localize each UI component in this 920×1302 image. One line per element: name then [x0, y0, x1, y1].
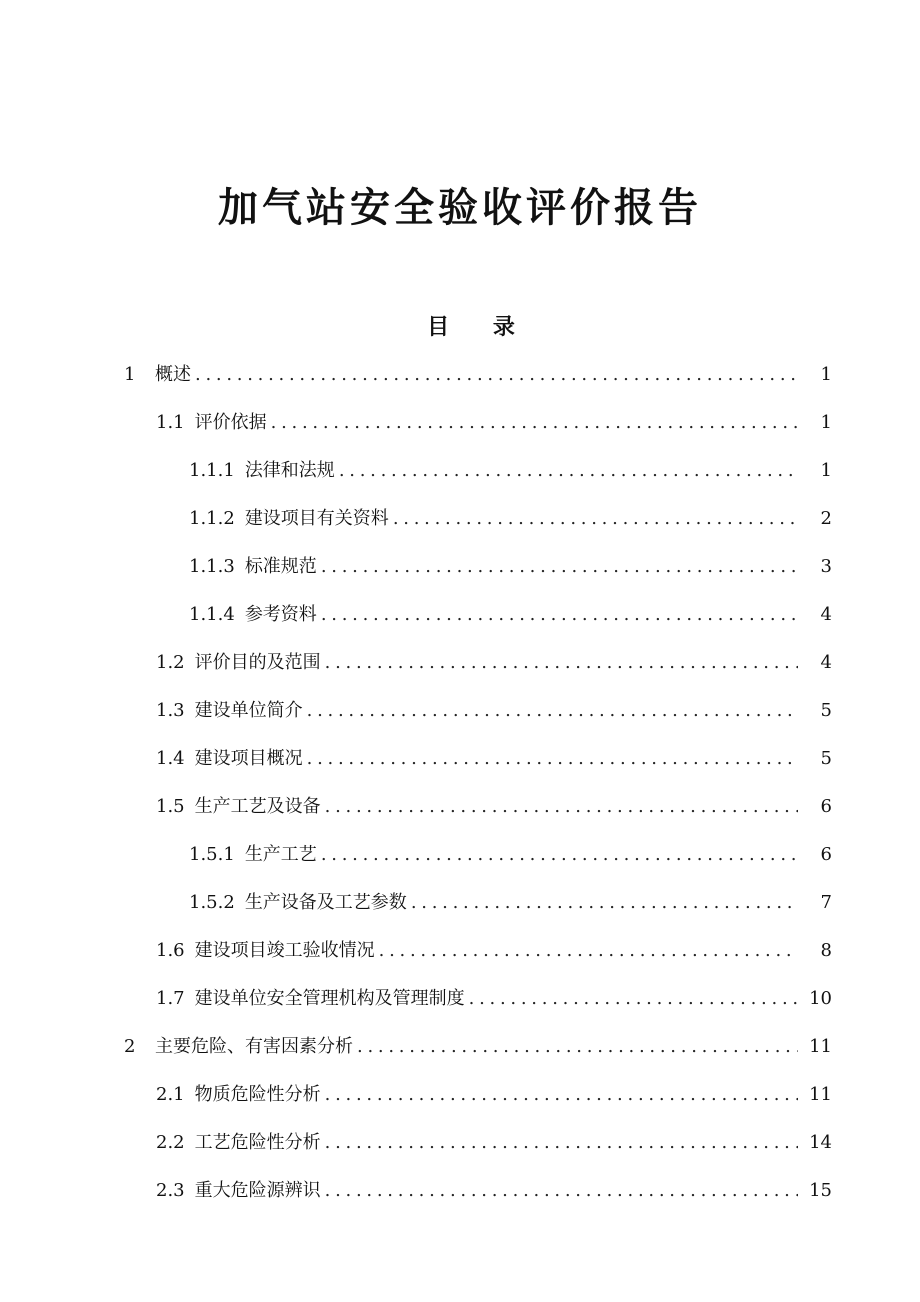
toc-entry-title: 概述 [155, 364, 191, 385]
toc-entry-number: 1.5.1 [189, 844, 235, 865]
toc-entry[interactable] [0, 549, 920, 597]
toc-entry[interactable] [0, 645, 920, 693]
toc-entry[interactable] [0, 981, 920, 1029]
toc-entry-title: 生产工艺及设备 [194, 796, 321, 817]
toc-entry-page: 1 [820, 364, 832, 385]
toc-entry-number: 1.1.3 [189, 556, 235, 577]
toc-dot-leader [357, 1029, 798, 1065]
toc-dot-leader [307, 693, 798, 729]
toc-entry[interactable] [0, 453, 920, 501]
toc-entry[interactable] [0, 933, 920, 981]
toc-entry-page: 11 [809, 1084, 832, 1105]
toc-entry-number: 1.5.2 [189, 892, 235, 913]
toc-entry-page: 2 [820, 508, 832, 529]
toc-entry[interactable] [0, 693, 920, 741]
toc-entry-number: 1.4 [156, 748, 185, 769]
toc-dot-leader [393, 501, 798, 537]
toc-dot-leader [321, 597, 798, 633]
toc-entry-number: 1.1.4 [189, 604, 235, 625]
toc-entry-page: 1 [820, 412, 832, 433]
toc-entry-number: 1.1.1 [189, 460, 235, 481]
toc-entry-page: 4 [820, 652, 832, 673]
toc-dot-leader [271, 405, 798, 441]
toc-entry-title: 生产工艺 [244, 844, 317, 865]
toc-entry[interactable] [0, 837, 920, 885]
toc-entry[interactable] [0, 597, 920, 645]
toc-dot-leader [411, 885, 798, 921]
table-of-contents [0, 357, 920, 1221]
toc-entry-title: 参考资料 [244, 604, 317, 625]
toc-entry-number: 1.1 [156, 412, 185, 433]
toc-entry-page: 4 [820, 604, 832, 625]
toc-entry-page: 6 [820, 844, 832, 865]
toc-entry[interactable] [0, 789, 920, 837]
toc-dot-leader [469, 981, 798, 1017]
toc-entry-number: 2.1 [156, 1084, 185, 1105]
toc-dot-leader [321, 837, 798, 873]
toc-entry[interactable] [0, 1029, 920, 1077]
toc-entry-title: 生产设备及工艺参数 [244, 892, 407, 913]
toc-entry-page: 11 [809, 1036, 832, 1057]
toc-entry-page: 10 [809, 988, 832, 1009]
toc-dot-leader [325, 1077, 798, 1113]
toc-dot-leader [325, 645, 798, 681]
toc-entry[interactable] [0, 741, 920, 789]
toc-entry-page: 14 [809, 1132, 832, 1153]
toc-entry-number: 1.5 [156, 796, 185, 817]
toc-entry-page: 8 [820, 940, 832, 961]
toc-entry-number: 1 [124, 364, 136, 385]
toc-entry[interactable] [0, 1125, 920, 1173]
toc-entry-title: 建设项目概况 [194, 748, 303, 769]
toc-dot-leader [307, 741, 798, 777]
toc-entry-title: 建设项目有关资料 [244, 508, 389, 529]
toc-entry-title: 重大危险源辨识 [194, 1180, 321, 1201]
toc-entry[interactable] [0, 405, 920, 453]
toc-entry-page: 3 [820, 556, 832, 577]
toc-entry-title: 法律和法规 [244, 460, 335, 481]
toc-dot-leader [339, 453, 798, 489]
toc-entry[interactable] [0, 1077, 920, 1125]
toc-entry-title: 工艺危险性分析 [194, 1132, 321, 1153]
toc-entry-title: 评价目的及范围 [194, 652, 321, 673]
toc-entry-number: 2.2 [156, 1132, 185, 1153]
toc-entry-page: 7 [820, 892, 832, 913]
toc-entry[interactable] [0, 357, 920, 405]
toc-entry[interactable] [0, 885, 920, 933]
toc-entry-number: 1.2 [156, 652, 185, 673]
toc-entry-title: 标准规范 [244, 556, 317, 577]
toc-dot-leader [195, 357, 798, 393]
toc-entry-number: 1.3 [156, 700, 185, 721]
toc-entry-title: 建设项目竣工验收情况 [194, 940, 375, 961]
toc-entry-number: 1.6 [156, 940, 185, 961]
toc-entry-page: 1 [820, 460, 832, 481]
toc-entry-page: 6 [820, 796, 832, 817]
toc-entry-title: 评价依据 [194, 412, 267, 433]
toc-entry-page: 5 [820, 748, 832, 769]
toc-dot-leader [379, 933, 798, 969]
toc-entry-number: 1.1.2 [189, 508, 235, 529]
toc-entry-title: 建设单位简介 [194, 700, 303, 721]
toc-entry[interactable] [0, 1173, 920, 1221]
document-title: 加气站安全验收评价报告 [218, 185, 702, 231]
toc-heading: 目 录 [427, 314, 533, 340]
toc-entry-number: 2 [124, 1036, 136, 1057]
toc-entry-page: 5 [820, 700, 832, 721]
toc-entry-number: 2.3 [156, 1180, 185, 1201]
toc-dot-leader [321, 549, 798, 585]
toc-entry-number: 1.7 [156, 988, 185, 1009]
toc-dot-leader [325, 1125, 798, 1161]
toc-entry-title: 建设单位安全管理机构及管理制度 [194, 988, 465, 1009]
toc-dot-leader [325, 1173, 798, 1209]
toc-entry-title: 主要危险、有害因素分析 [155, 1036, 353, 1057]
toc-entry-page: 15 [809, 1180, 832, 1201]
toc-entry[interactable] [0, 501, 920, 549]
toc-dot-leader [325, 789, 798, 825]
toc-entry-title: 物质危险性分析 [194, 1084, 321, 1105]
